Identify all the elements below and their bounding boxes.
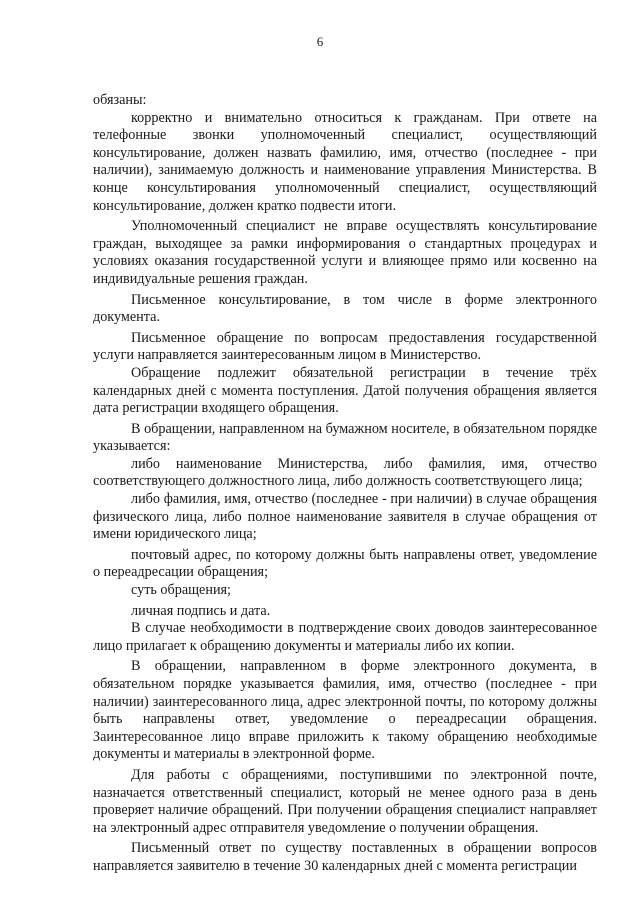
paragraph: корректно и внимательно относиться к гражданам. При ответе на телефонные звонки уполномоченный специалист, осуществляющий консультирование, должен назвать фамилию, имя, отчество (последнее - при наличии), занимаемую должность и наименование управления Министерства. В конце консультирования уполномоченный специалист, осуществляющий консультирование, должен кратко подвести итоги.: [93, 109, 597, 214]
paragraph: Письменное консультирование, в том числе в форме электронного документа.: [93, 291, 597, 326]
paragraph: Для работы с обращениями, поступившими по электронной почте, назначается ответственный специалист, который не менее одного раза в день проверяет наличие обращений. При получении обращения специалист направляет на электронный адрес отправителя уведомление о получении обращения.: [93, 766, 597, 836]
paragraph: либо наименование Министерства, либо фамилия, имя, отчество соответствующего должностного лица, либо должность соответствующего лица;: [93, 455, 597, 490]
paragraph: В обращении, направленном на бумажном носителе, в обязательном порядке указывается:: [93, 420, 597, 455]
paragraph: В обращении, направленном в форме электронного документа, в обязательном порядке указывается фамилия, имя, отчество (последнее - при наличии) заинтересованного лица, адрес электронной почты, по которому должны быть направлены ответ, уведомление о переадресации обращения. Заинтересованное лицо вправе приложить к такому обращению необходимые документы и материалы в электронной форме.: [93, 658, 597, 763]
paragraph: Уполномоченный специалист не вправе осуществлять консультирование граждан, выходящее за рамки информирования о стандартных процедурах и условиях оказания государственной услуги и влияющее прямо или косвенно на индивидуальные решения граждан.: [93, 218, 597, 287]
paragraph: Письменный ответ по существу поставленных в обращении вопросов направляется заявителю в течение 30 календарных дней с момента регистрации: [93, 840, 597, 874]
paragraph: личная подпись и дата.: [131, 602, 271, 619]
paragraph: В случае необходимости в подтверждение своих доводов заинтересованное лицо прилагает к обращению документы и материалы либо их копии.: [93, 620, 597, 654]
paragraph: почтовый адрес, по которому должны быть направлены ответ, уведомление о переадресации обращения;: [93, 546, 597, 581]
page-number: 6: [316, 34, 324, 49]
paragraph: суть обращения;: [131, 582, 231, 599]
document-body: [93, 92, 597, 876]
paragraph: Письменное обращение по вопросам предоставления государственной услуги направляется заинтересованным лицом в Министерство.: [93, 329, 597, 364]
paragraph: обязаны:: [93, 92, 147, 108]
paragraph: Обращение подлежит обязательной регистрации в течение трёх календарных дней с момента поступления. Датой получения обращения является дата регистрации входящего обращения.: [93, 364, 597, 417]
paragraph: либо фамилия, имя, отчество (последнее - при наличии) в случае обращения физического лица, либо полное наименование заявителя в случае обращения от имени юридического лица;: [93, 491, 597, 543]
